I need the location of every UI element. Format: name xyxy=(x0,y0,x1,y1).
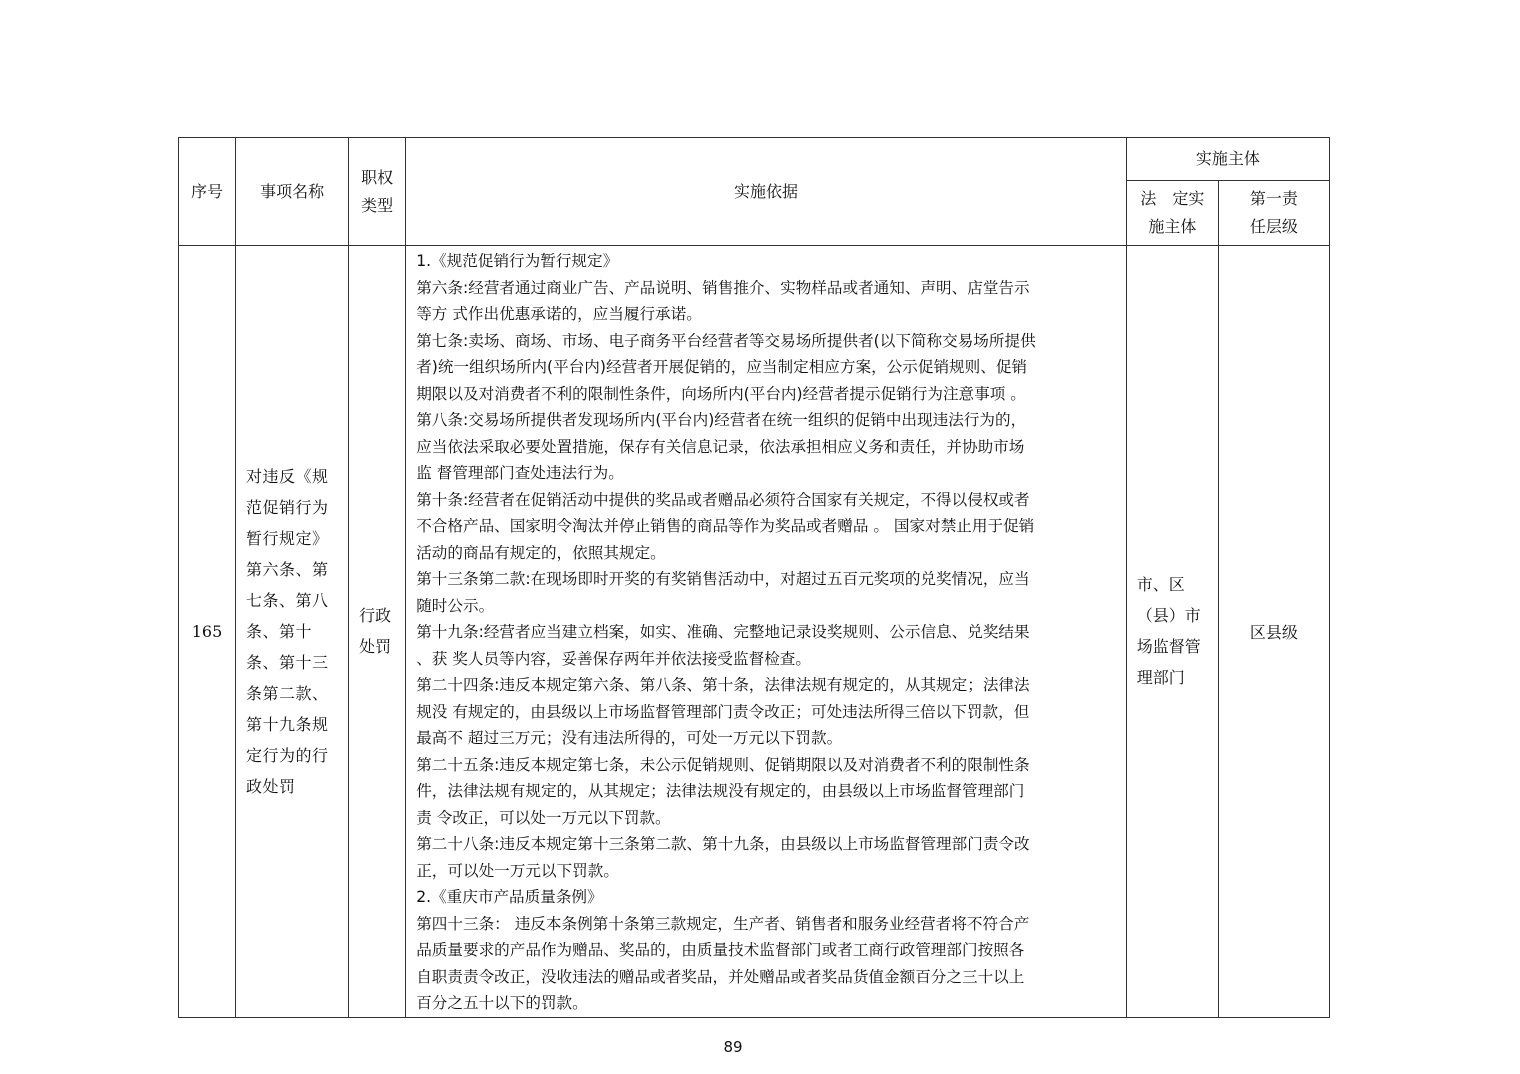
header-type: 职权类型 xyxy=(349,138,406,246)
basis-line: 第十九条:经营者应当建立档案，如实、准确、完整地记录设奖规则、公示信息、兑奖结果 xyxy=(416,623,1030,641)
header-name: 事项名称 xyxy=(236,138,349,246)
basis-line: 第十条:经营者在促销活动中提供的奖品或者赠品必须符合国家有关规定，不得以侵权或者 xyxy=(416,490,1030,509)
basis-line: 第八条:交易场所提供者发现场所内(平台内)经营者在统一组织的促销中出现违法行为的， xyxy=(416,411,1027,429)
basis-line: 百分之五十以下的罚款。 xyxy=(416,994,588,1012)
basis-line: 者)统一组织场所内(平台内)经营者开展促销的，应当制定相应方案，公示促销规则、促销 xyxy=(416,358,1028,376)
basis-line: 第六条:经营者通过商业广告、产品说明、销售推介、实物样品或者通知、声明、店堂告示 xyxy=(416,278,1030,297)
basis-line: 第二十五条:违反本规定第七条，未公示促销规则、促销期限以及对消费者不利的限制性条 xyxy=(416,755,1030,774)
basis-line: 期限以及对消费者不利的限制性条件，向场所内(平台内)经营者提示促销行为注意事项 。 xyxy=(416,384,1026,403)
row-basis xyxy=(406,246,1127,1018)
basis-line: 、获 奖人员等内容，妥善保存两年并依法接受监督检查。 xyxy=(416,649,811,668)
row-legal-subject: 市、区（县）市场监督管理部门 xyxy=(1126,246,1218,1018)
basis-line: 应当依法采取必要处置措施，保存有关信息记录，依法承担相应义务和责任，并协助市场 xyxy=(416,437,1025,456)
basis-line: 件，法律法规有规定的，从其规定；法律法规没有规定的，由县级以上市场监督管理部门 xyxy=(416,782,1025,800)
basis-line: 最高不 超过三万元；没有违法所得的，可处一万元以下罚款。 xyxy=(416,729,843,747)
header-first-level: 第一责任层级 xyxy=(1218,181,1329,246)
basis-line: 第四十三条： 违反本条例第十条第三款规定，生产者、销售者和服务业经营者将不符合产 xyxy=(416,914,1030,933)
row-seq: 165 xyxy=(179,246,236,1018)
page-number: 89 xyxy=(723,1038,743,1056)
basis-line: 等方 式作出优惠承诺的，应当履行承诺。 xyxy=(416,305,702,323)
basis-line: 规没 有规定的，由县级以上市场监督管理部门责令改正；可处违法所得三倍以下罚款，但 xyxy=(416,702,1030,721)
basis-line: 第二十八条:违反本规定第十三条第二款、第十九条，由县级以上市场监督管理部门责令改 xyxy=(416,835,1030,853)
header-seq: 序号 xyxy=(179,138,236,246)
basis-line: 2.《重庆市产品质量条例》 xyxy=(416,888,603,906)
basis-line: 自职责责令改正，没收违法的赠品或者奖品，并处赠品或者奖品货值金额百分之三十以上 xyxy=(416,967,1025,986)
basis-line: 不合格产品、国家明令淘汰并停止销售的商品等作为奖品或者赠品 。 国家对禁止用于促销 xyxy=(416,517,1035,535)
basis-line: 正，可以处一万元以下罚款。 xyxy=(416,861,619,880)
header-legal-subject: 法 定实施主体 xyxy=(1126,181,1218,246)
basis-line: 品质量要求的产品作为赠品、奖品的，由质量技术监督部门或者工商行政管理部门按照各 xyxy=(416,941,1025,959)
header-basis: 实施依据 xyxy=(406,138,1127,246)
enforcement-table xyxy=(178,137,1330,1018)
basis-line: 随时公示。 xyxy=(416,596,495,615)
row-first-level: 区县级 xyxy=(1218,246,1329,1018)
basis-line: 第十三条第二款:在现场即时开奖的有奖销售活动中，对超过五百元奖项的兑奖情况，应当 xyxy=(416,570,1030,588)
row-type: 行政处罚 xyxy=(349,246,406,1018)
table-row xyxy=(179,246,1330,1018)
basis-text xyxy=(416,248,1116,1017)
basis-line: 责 令改正，可以处一万元以下罚款。 xyxy=(416,808,671,827)
basis-line: 监 督管理部门查处违法行为。 xyxy=(416,464,624,482)
basis-line: 活动的商品有规定的，依照其规定。 xyxy=(416,543,666,562)
row-name: 对违反《规范促销行为暂行规定》第六条、第七条、第八条、第十条、第十三条第二款、第十九条规定行为的行政处罚 xyxy=(236,246,349,1018)
header-subject-group: 实施主体 xyxy=(1126,138,1329,181)
basis-line: 第二十四条:违反本规定第六条、第八条、第十条，法律法规有规定的，从其规定；法律法 xyxy=(416,676,1030,694)
basis-line: 1.《规范促销行为暂行规定》 xyxy=(416,252,619,270)
basis-line: 第七条:卖场、商场、市场、电子商务平台经营者等交易场所提供者(以下简称交易场所提供 xyxy=(416,331,1036,350)
